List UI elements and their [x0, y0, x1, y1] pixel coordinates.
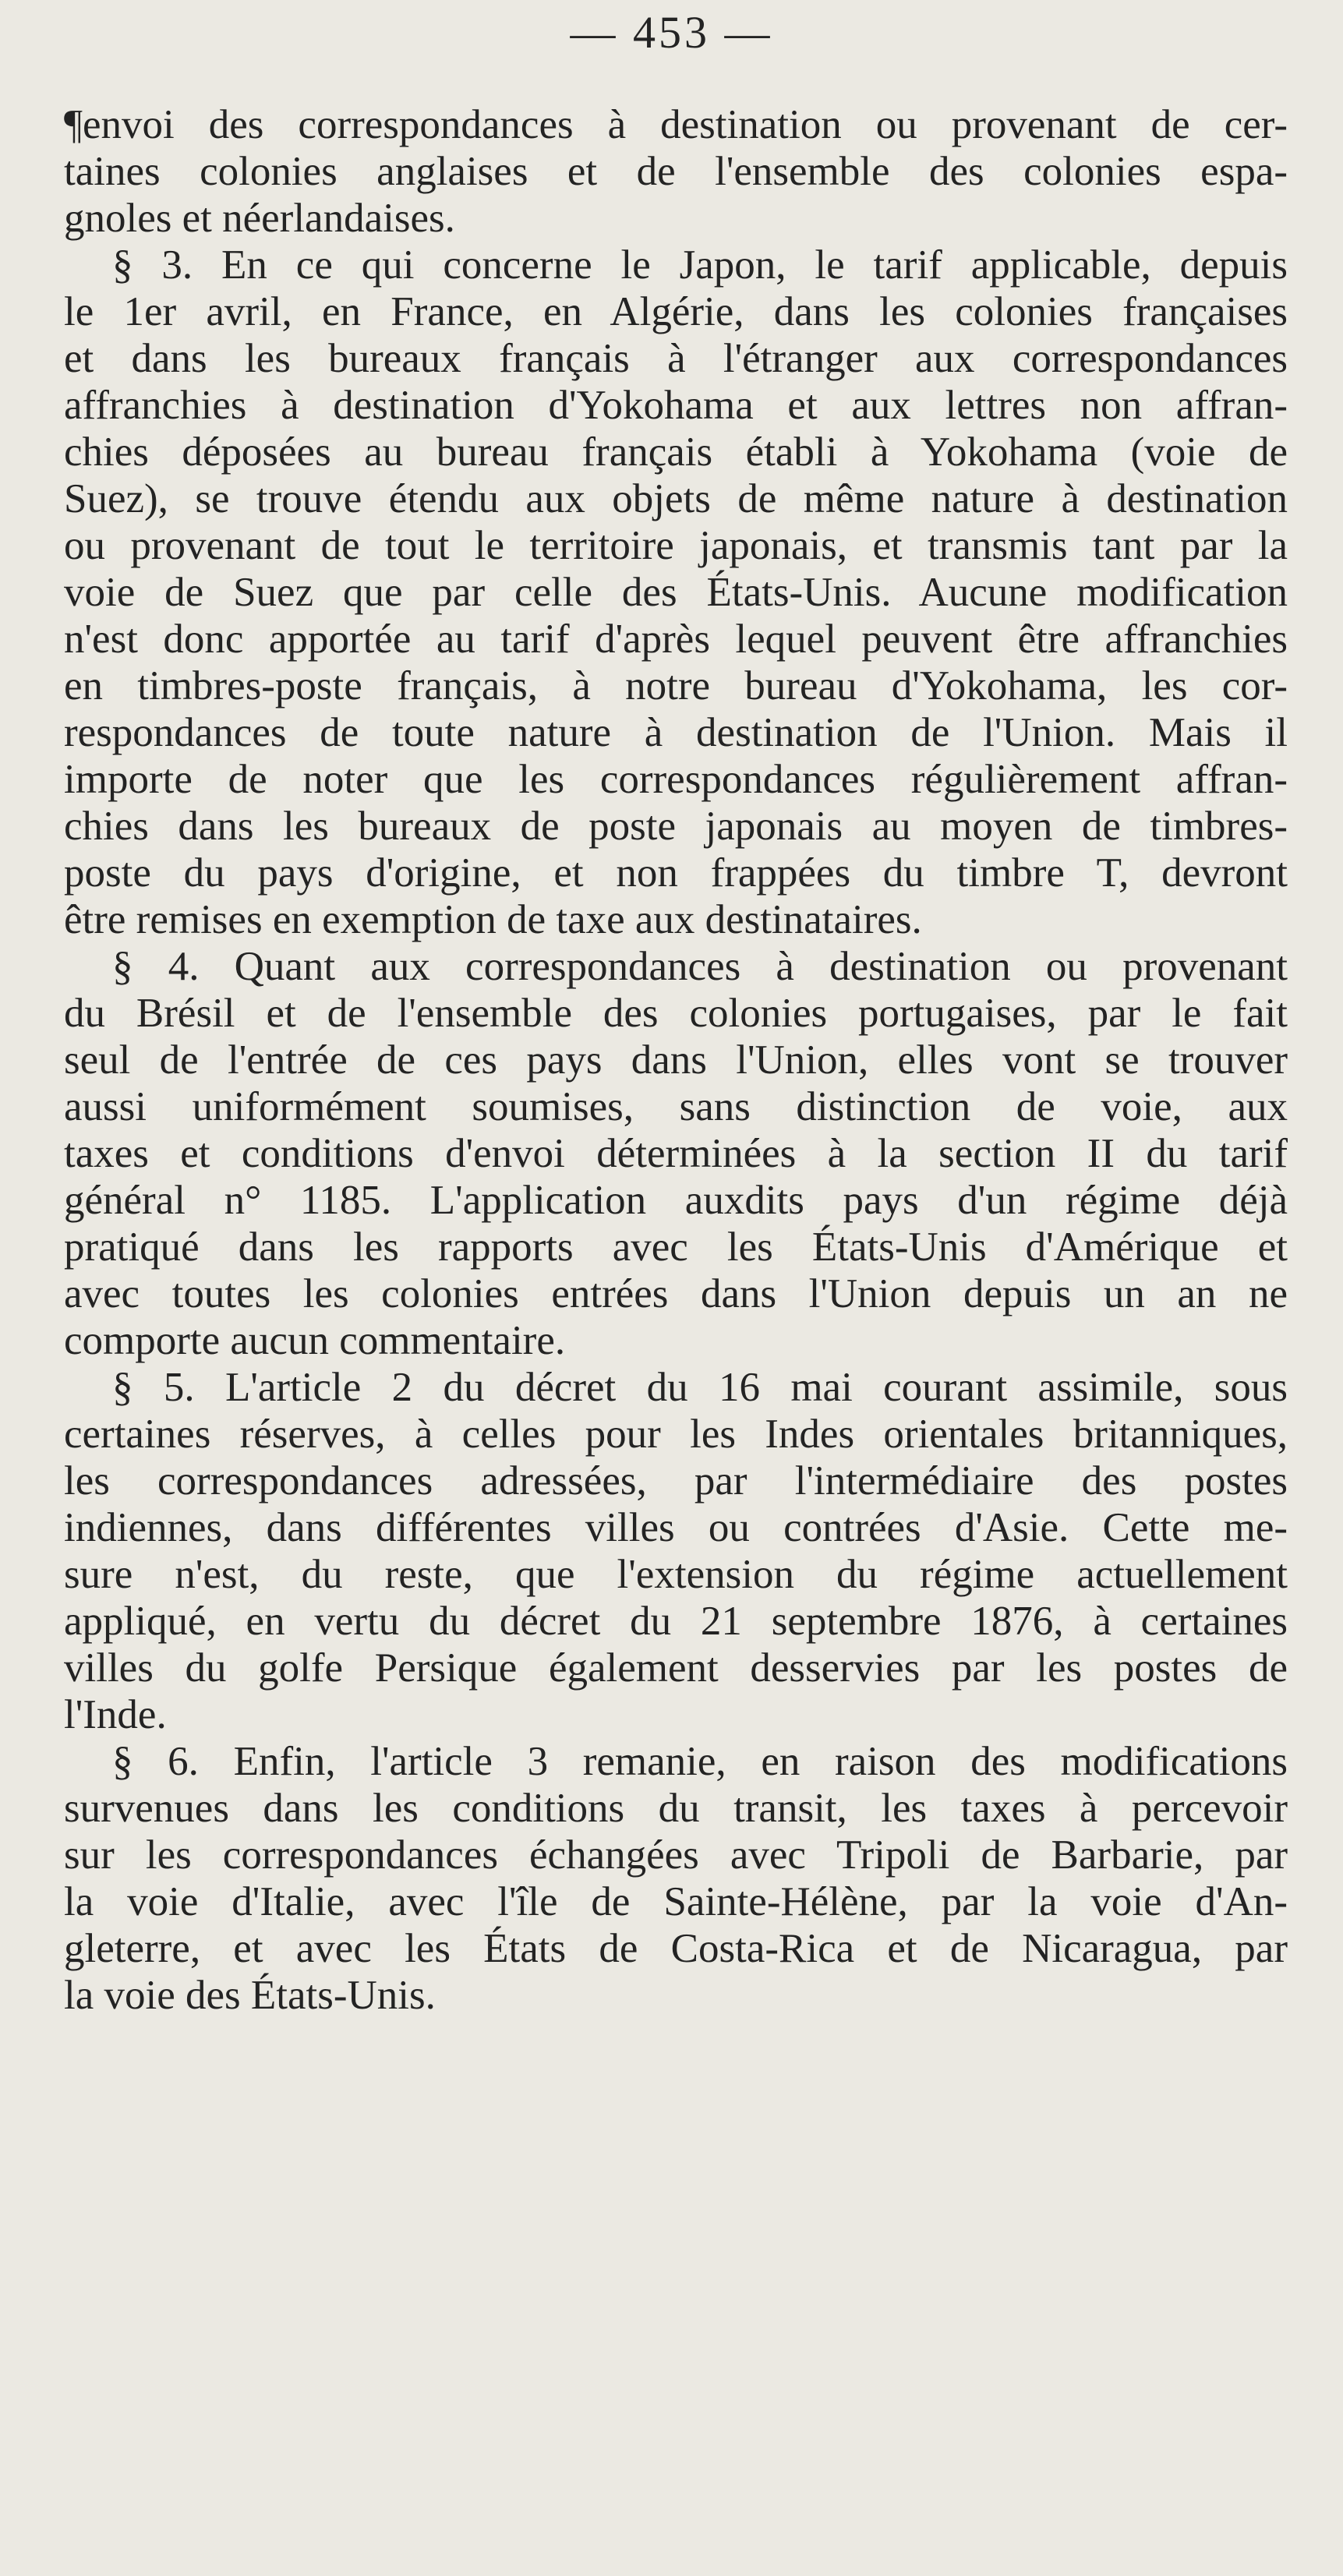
text-line: taines colonies anglaises et de l'ensemble des colonies espa-: [64, 149, 1288, 194]
text-line: importe de noter que les correspondances régulièrement affran-: [64, 757, 1288, 802]
text-line: poste du pays d'origine, et non frappées du timbre T, devront: [64, 850, 1288, 896]
text-line: gnoles et néerlandaises.: [64, 196, 455, 241]
text-line: sur les correspondances échangées avec Tripoli de Barbarie, par: [64, 1832, 1288, 1878]
text-line: § 5. L'article 2 du décret du 16 mai courant assimile, sous: [112, 1365, 1288, 1410]
text-line: et dans les bureaux français à l'étranger aux correspondances: [64, 336, 1288, 381]
text-line: aussi uniformément soumises, sans distinction de voie, aux: [64, 1084, 1288, 1129]
text-line: affranchies à destination d'Yokohama et aux lettres non affran-: [64, 383, 1288, 428]
text-line: les correspondances adressées, par l'intermédiaire des postes: [64, 1458, 1288, 1504]
text-line: § 6. Enfin, l'article 3 remanie, en raison des modifications: [112, 1739, 1288, 1784]
text-line: avec toutes les colonies entrées dans l'Union depuis un an ne: [64, 1271, 1288, 1316]
text-line: être remises en exemption de taxe aux destinataires.: [64, 897, 922, 942]
text-line: comporte aucun commentaire.: [64, 1318, 566, 1363]
text-line: appliqué, en vertu du décret du 21 septembre 1876, à certaines: [64, 1599, 1288, 1644]
text-line: voie de Suez que par celle des États-Unis. Aucune modification: [64, 570, 1288, 615]
text-line: du Brésil et de l'ensemble des colonies portugaises, par le fait: [64, 991, 1288, 1036]
text-line: général n° 1185. L'application auxdits pays d'un régime déjà: [64, 1178, 1288, 1223]
text-line: ou provenant de tout le territoire japonais, et transmis tant par la: [64, 523, 1288, 568]
text-line: seul de l'entrée de ces pays dans l'Union, elles vont se trouver: [64, 1037, 1288, 1083]
text-line: sure n'est, du reste, que l'extension du régime actuellement: [64, 1552, 1288, 1597]
text-line: ¶envoi des correspondances à destination ou provenant de cer-: [64, 102, 1288, 147]
text-line: § 3. En ce qui concerne le Japon, le tarif applicable, depuis: [112, 242, 1288, 288]
page-number: — 453 —: [570, 7, 773, 58]
text-line: le 1er avril, en France, en Algérie, dans les colonies françaises: [64, 289, 1288, 334]
text-line: § 4. Quant aux correspondances à destination ou provenant: [112, 944, 1288, 989]
text-line: respondances de toute nature à destination de l'Union. Mais il: [64, 710, 1288, 755]
text-line: n'est donc apportée au tarif d'après lequel peuvent être affranchies: [64, 617, 1288, 662]
text-line: Suez), se trouve étendu aux objets de même nature à destination: [64, 476, 1288, 521]
text-line: en timbres-poste français, à notre bureau d'Yokohama, les cor-: [64, 663, 1288, 708]
text-line: pratiqué dans les rapports avec les États-Unis d'Amérique et: [64, 1224, 1288, 1270]
text-line: survenues dans les conditions du transit, les taxes à percevoir: [64, 1786, 1288, 1831]
text-line: taxes et conditions d'envoi déterminées à la section II du tarif: [64, 1131, 1288, 1176]
text-line: l'Inde.: [64, 1692, 167, 1737]
text-line: villes du golfe Persique également desservies par les postes de: [64, 1645, 1288, 1691]
text-line: indiennes, dans différentes villes ou contrées d'Asie. Cette me-: [64, 1505, 1288, 1550]
text-line: gleterre, et avec les États de Costa-Rica et de Nicaragua, par: [64, 1926, 1288, 1971]
text-line: chies dans les bureaux de poste japonais au moyen de timbres-: [64, 804, 1288, 849]
text-line: chies déposées au bureau français établi à Yokohama (voie de: [64, 429, 1288, 475]
body-text: [64, 101, 1288, 2019]
text-line: la voie des États-Unis.: [64, 1973, 436, 2018]
text-line: certaines réserves, à celles pour les Indes orientales britanniques,: [64, 1412, 1288, 1457]
text-line: la voie d'Italie, avec l'île de Sainte-Hélène, par la voie d'An-: [64, 1879, 1288, 1924]
